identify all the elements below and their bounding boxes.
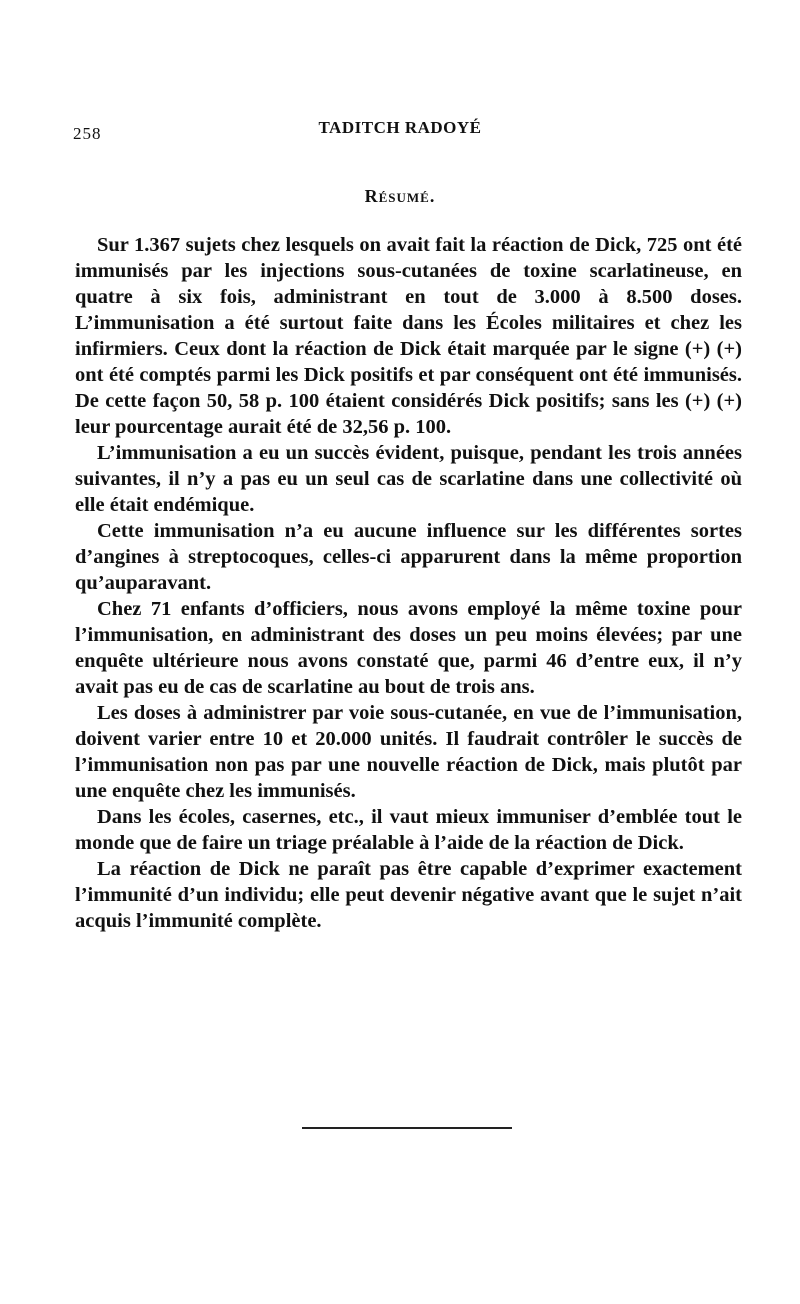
- page-number: 258: [73, 124, 102, 143]
- paragraph: Dans les écoles, casernes, etc., il vaut mieux immuniser d’emblée tout le monde que de faire un triage préalable à l’aide de la réaction de Dick.: [75, 806, 742, 854]
- paragraph: Cette immunisation n’a eu aucune influence sur les différentes sortes d’angines à streptocoques, celles-ci apparurent dans la même proportion qu’auparavant.: [75, 520, 742, 594]
- body-text: [75, 232, 742, 934]
- paragraph: Sur 1.367 sujets chez lesquels on avait fait la réaction de Dick, 725 ont été immunisés par les injections sous-cutanées de toxine scarlatineuse, en quatre à six fois, administrant en tout de 3.000 à 8.500 doses. L’immunisation a été surtout faite dans les Écoles militaires et chez les infirmiers. Ceux dont la réaction de Dick était marquée par le signe (+) (+) ont été comptés parmi les Dick positifs et par conséquent ont été immunisés. De cette façon 50, 58 p. 100 étaient considérés Dick positifs; sans les (+) (+) leur pourcentage aurait été de 32,56 p. 100.: [75, 234, 742, 438]
- paragraph: Chez 71 enfants d’officiers, nous avons employé la même toxine pour l’immunisation, en administrant des doses un peu moins élevées; par une enquête ultérieure nous avons constaté que, parmi 46 d’entre eux, il n’y avait pas eu de cas de scarlatine au bout de trois ans.: [75, 598, 742, 698]
- closing-rule: [302, 1127, 512, 1129]
- paragraph: La réaction de Dick ne paraît pas être capable d’exprimer exactement l’immunité d’un individu; elle peut devenir négative avant que le sujet n’ait acquis l’immunité complète.: [75, 858, 742, 932]
- paragraph: Les doses à administrer par voie sous-cutanée, en vue de l’immunisation, doivent varier entre 10 et 20.000 unités. Il faudrait contrôler le succès de l’immunisation non pas par une nouvelle réaction de Dick, mais plutôt par une enquête chez les immunisés.: [75, 702, 742, 802]
- paragraph: L’immunisation a eu un succès évident, puisque, pendant les trois années suivantes, il n’y a pas eu un seul cas de scarlatine dans une collectivité où elle était endémique.: [75, 442, 742, 516]
- section-title: Résumé.: [364, 186, 436, 206]
- running-head: TADITCH RADOYÉ: [318, 118, 482, 137]
